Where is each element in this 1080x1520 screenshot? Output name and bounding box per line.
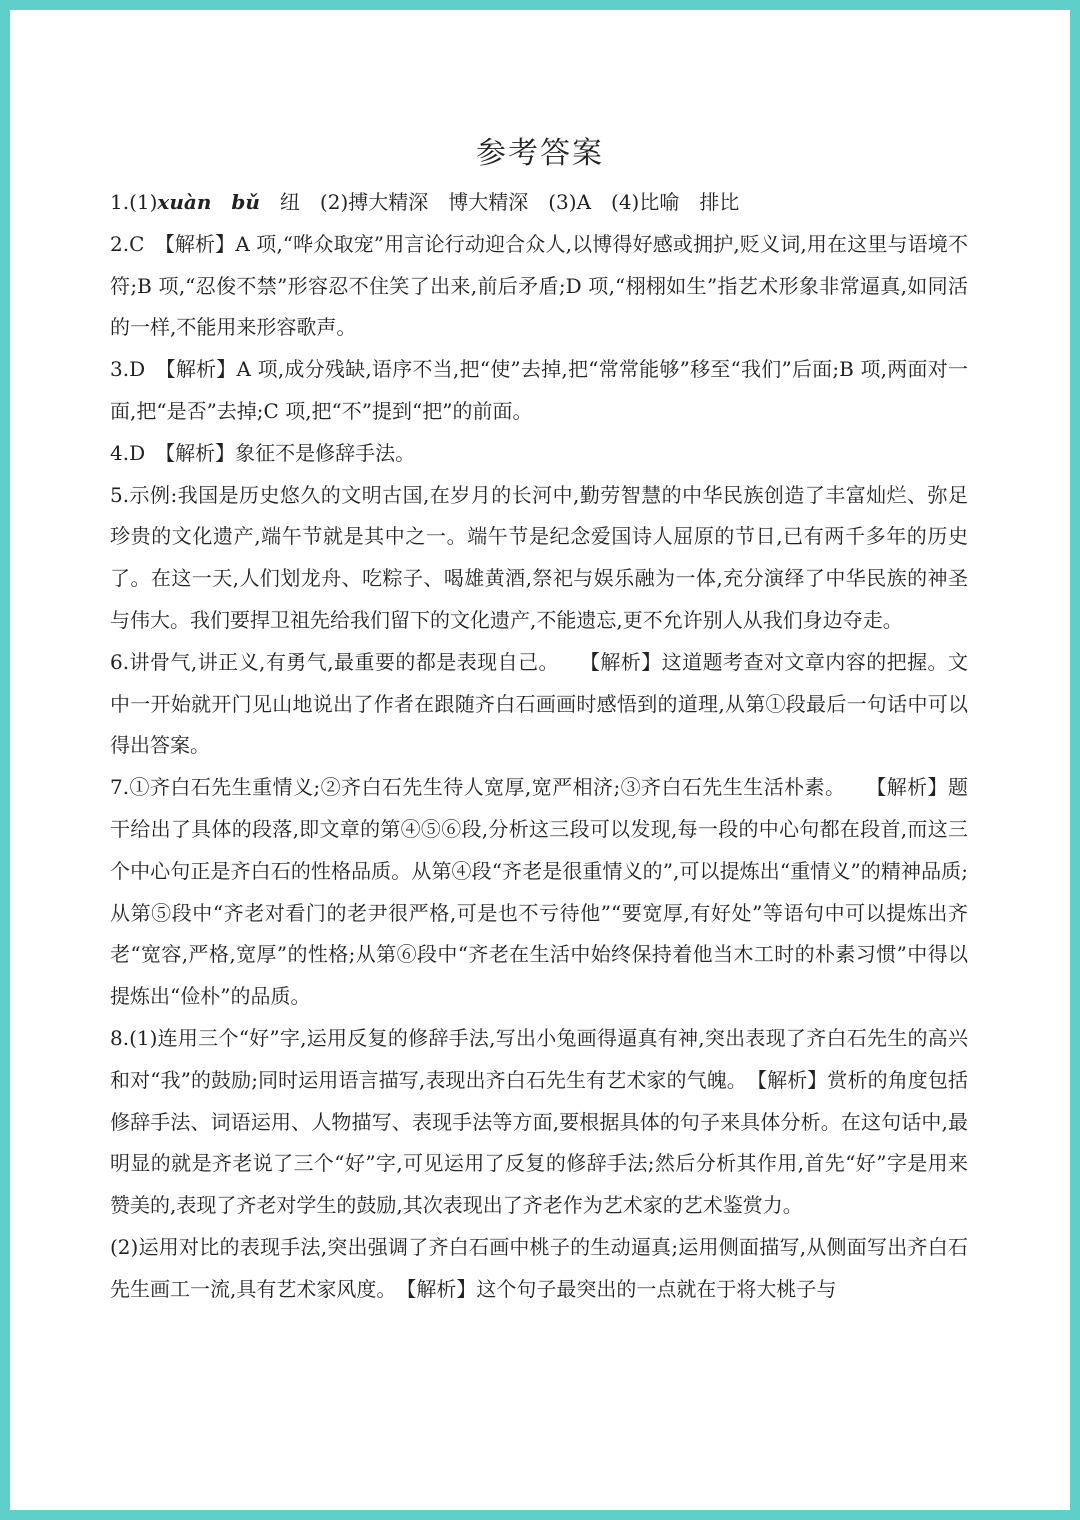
answer-8-part-2: (2)运用对比的表现手法,突出强调了齐白石画中桃子的生动逼真;运用侧面描写,从侧面写出齐白石先生画工一流,具有艺术家风度。 【解析】这个句子最突出的一点就在于将大桃子与 (110, 1234, 968, 1301)
answer-1-rest: 纽 (2)搏大精深 博大精深 (3)A (4)比喻 排比 (279, 190, 740, 214)
answer-1-pinyin-2: bǔ (231, 190, 260, 214)
answer-1-pinyin-1: xuàn (157, 190, 212, 214)
answer-6: 6.讲骨气,讲正义,有勇气,最重要的都是表现自己。 【解析】这道题考查对文章内容的把握。文中一开始就开门见山地说出了作者在跟随齐白石画画时感悟到的道理,从第①段最后一句话中可以得出答案。 (110, 649, 968, 758)
answer-2: 2.C 【解析】A 项,“哗众取宠”用言论行动迎合众人,以博得好感或拥护,贬义词,用在这里与语境不符;B 项,“忍俊不禁”形容忍不住笑了出来,前后矛盾;D 项,“栩栩如生”指艺术形象非常逼真,如同活的一样,不能用来形容歌声。 (110, 231, 968, 340)
answer-5: 5.示例:我国是历史悠久的文明古国,在岁月的长河中,勤劳智慧的中华民族创造了丰富灿烂、弥足珍贵的文化遗产,端午节就是其中之一。端午节是纪念爱国诗人屈原的节日,已有两千多年的历史了。在这一天,人们划龙舟、吃粽子、喝雄黄酒,祭祀与娱乐融为一体,充分演绎了中华民族的神圣与伟大。我们要捍卫祖先给我们留下的文化遗产,不能遗忘,更不允许别人从我们身边夺走。 (110, 482, 968, 632)
answer-1-number: 1.(1) (110, 190, 158, 214)
answer-content (110, 182, 968, 1311)
page-title: 参考答案 (476, 136, 604, 171)
answer-3: 3.D 【解析】A 项,成分残缺,语序不当,把“使”去掉,把“常常能够”移至“我们”后面;B 项,两面对一面,把“是否”去掉;C 项,把“不”提到“把”的前面。 (110, 357, 968, 423)
answer-8-part-1: 8.(1)连用三个“好”字,运用反复的修辞手法,写出小兔画得逼真有神,突出表现了齐白石先生的高兴和对“我”的鼓励;同时运用语言描写,表现出齐白石先生有艺术家的气魄。 【解析】赏析的角度包括修辞手法、词语运用、人物描写、表现手法等方面,要根据具体的句子来具体分析。在这句话中,最明显的就是齐老说了三个“好”字,可见运用了反复的修辞手法;然后分析其作用,首先“好”字是用来赞美的,表现了齐老对学生的鼓励,其次表现出了齐老作为艺术家的艺术鉴赏力。 (110, 1025, 968, 1218)
answer-1 (110, 182, 968, 224)
answer-4: 4.D 【解析】象征不是修辞手法。 (110, 440, 416, 465)
answer-7: 7.①齐白石先生重情义;②齐白石先生待人宽厚,宽严相济;③齐白石先生生活朴素。 【解析】题干给出了具体的段落,即文章的第④⑤⑥段,分析这三段可以发现,每一段的中心句都在段首,而这三个中心句正是齐白石的性格品质。从第④段“齐老是很重情义的”,可以提炼出“重情义”的精神品质;从第⑤段中“齐老对看门的老尹很严格,可是也不亏待他”“要宽厚,有好处”等语句中可以提炼出齐老“宽容,严格,宽厚”的性格;从第⑥段中“齐老在生活中始终保持着他当木工时的朴素习惯”中得以提炼出“俭朴”的品质。 (110, 775, 968, 1009)
